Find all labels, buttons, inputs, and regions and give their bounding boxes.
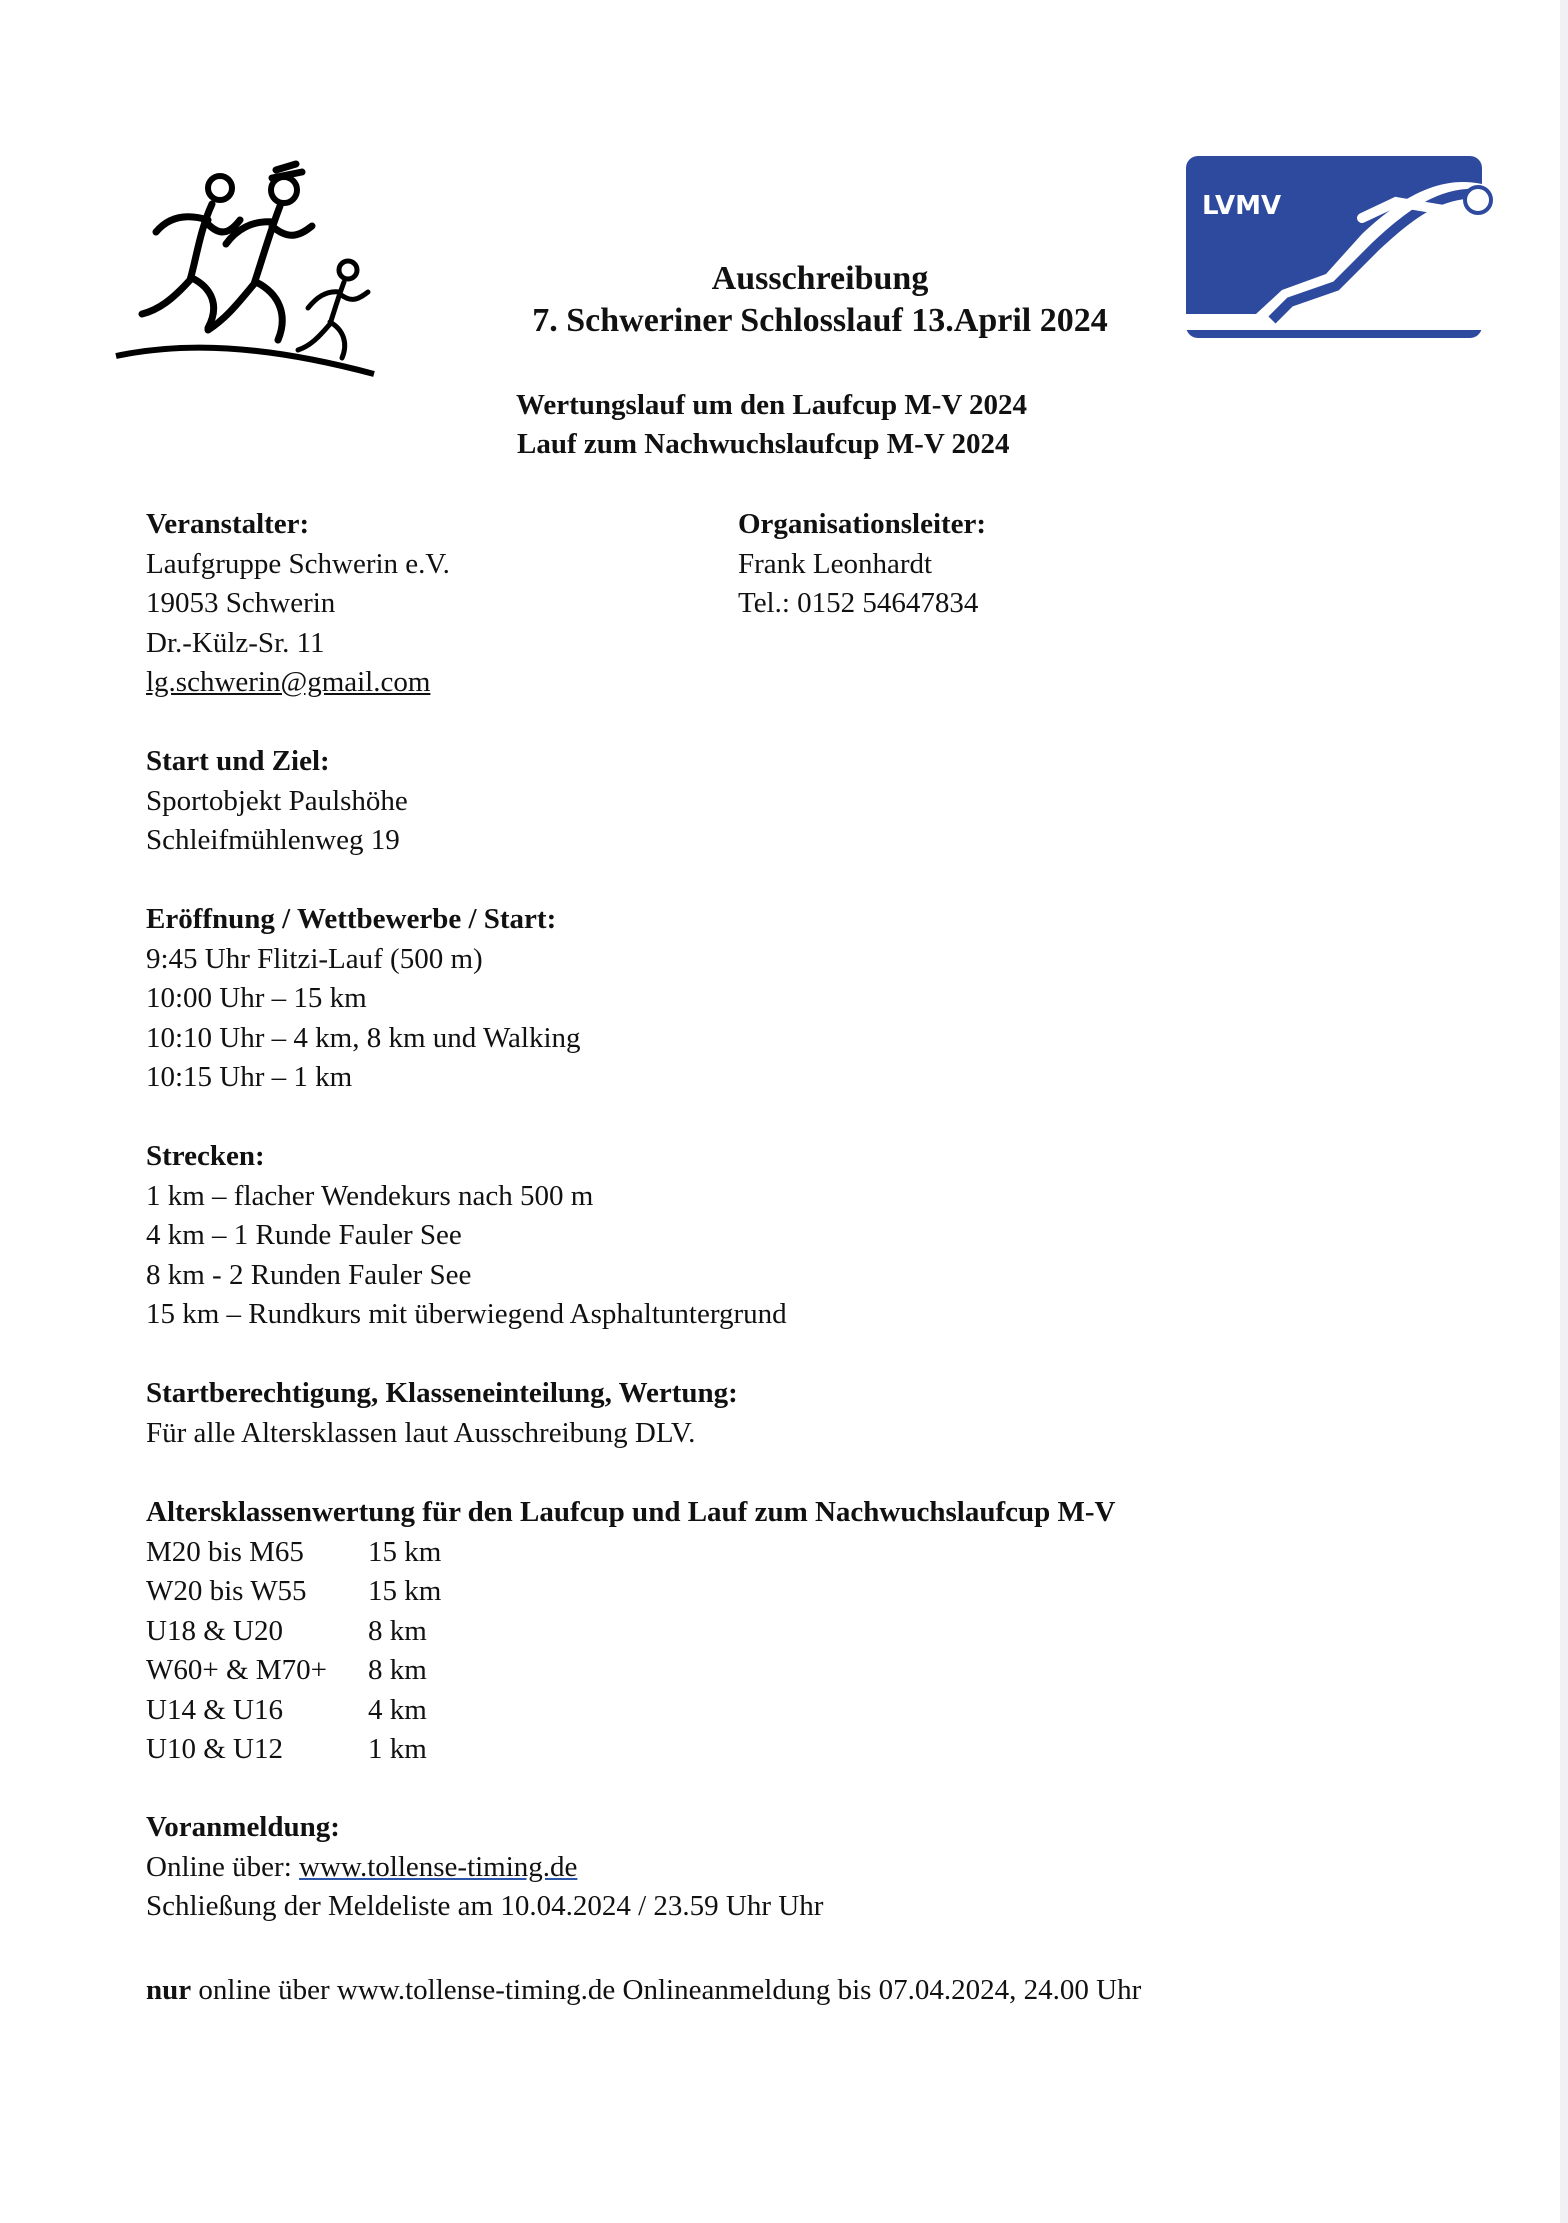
subtitle-nachwuchs: Lauf zum Nachwuchslaufcup M-V 2024 — [517, 428, 1010, 460]
eroeffnung-line: 10:15 Uhr – 1 km — [146, 1061, 353, 1093]
voranmeldung-online-line — [146, 1848, 823, 1888]
strecken-line: 1 km – flacher Wendekurs nach 500 m — [146, 1179, 594, 1212]
section-eroeffnung — [146, 900, 581, 1098]
running-figures-logo — [112, 160, 382, 380]
section-strecken — [146, 1137, 787, 1335]
altersklasse-strecke: 8 km — [368, 1614, 427, 1647]
strecken-heading: Strecken: — [146, 1140, 265, 1172]
title-ausschreibung: Ausschreibung — [711, 260, 929, 297]
start-ziel-heading: Start und Ziel: — [146, 745, 330, 777]
section-veranstalter — [146, 505, 450, 703]
tollense-timing-link[interactable]: www.tollense-timing.de — [299, 1850, 578, 1883]
altersklasse-klasse: U10 & U12 — [146, 1733, 283, 1765]
voranmeldung-heading: Voranmeldung: — [146, 1811, 340, 1843]
altersklasse-row — [146, 1533, 1115, 1573]
strecken-line: 4 km – 1 Runde Fauler See — [146, 1219, 462, 1251]
altersklasse-row — [146, 1612, 1115, 1652]
voranmeldung-online-prefix: Online über: — [146, 1850, 300, 1883]
title-event: 7. Schweriner Schlosslauf 13.April 2024 — [532, 302, 1108, 339]
page-edge — [1560, 0, 1568, 2223]
eroeffnung-line: 10:00 Uhr – 15 km — [146, 982, 367, 1014]
organisation-phone: Tel.: 0152 54647834 — [738, 587, 979, 619]
organisation-heading: Organisationsleiter: — [738, 508, 987, 540]
strecken-line: 8 km - 2 Runden Fauler See — [146, 1258, 472, 1291]
document-title — [400, 258, 1240, 342]
eroeffnung-line: 9:45 Uhr Flitzi-Lauf (500 m) — [146, 942, 483, 975]
altersklasse-row — [146, 1651, 1115, 1691]
veranstalter-email-link[interactable]: lg.schwerin@gmail.com — [146, 666, 431, 698]
eroeffnung-heading: Eröffnung / Wettbewerbe / Start: — [146, 903, 557, 935]
eroeffnung-line: 10:10 Uhr – 4 km, 8 km und Walking — [146, 1021, 581, 1054]
veranstalter-line: 19053 Schwerin — [146, 587, 336, 619]
altersklasse-klasse: M20 bis M65 — [146, 1535, 304, 1568]
altersklasse-strecke: 8 km — [368, 1654, 427, 1686]
altersklasse-strecke: 15 km — [368, 1575, 442, 1607]
section-startberechtigung — [146, 1374, 738, 1453]
svg-text:LVMV: LVMV — [1202, 191, 1282, 221]
altersklassen-heading: Altersklassenwertung für den Laufcup und Lauf zum Nachwuchslaufcup M-V — [146, 1496, 1116, 1528]
altersklasse-row — [146, 1730, 1115, 1770]
altersklasse-klasse: U14 & U16 — [146, 1693, 283, 1726]
subtitle-laufcup: Wertungslauf um den Laufcup M-V 2024 — [516, 389, 1028, 421]
organisation-name: Frank Leonhardt — [738, 547, 933, 580]
section-organisationsleiter — [738, 505, 986, 624]
section-voranmeldung — [146, 1808, 823, 1927]
online-registration-note — [146, 1971, 1141, 2011]
section-start-ziel — [146, 742, 408, 861]
start-ziel-line: Sportobjekt Paulshöhe — [146, 784, 408, 817]
strecken-line: 15 km – Rundkurs mit überwiegend Asphaltuntergrund — [146, 1298, 787, 1330]
altersklasse-klasse: W20 bis W55 — [146, 1575, 307, 1607]
startberechtigung-heading: Startberechtigung, Klasseneinteilung, Wertung: — [146, 1377, 738, 1409]
start-ziel-line: Schleifmühlenweg 19 — [146, 824, 400, 856]
altersklasse-strecke: 15 km — [368, 1535, 442, 1568]
note-bold-nur: nur — [146, 1974, 192, 2006]
altersklasse-strecke: 4 km — [368, 1693, 427, 1726]
startberechtigung-text: Für alle Altersklassen laut Ausschreibung DLV. — [146, 1416, 696, 1449]
voranmeldung-schluss: Schließung der Meldeliste am 10.04.2024 / 23.59 Uhr Uhr — [146, 1890, 824, 1922]
altersklasse-row — [146, 1572, 1115, 1612]
veranstalter-heading: Veranstalter: — [146, 508, 310, 540]
altersklasse-strecke: 1 km — [368, 1733, 427, 1765]
veranstalter-line: Laufgruppe Schwerin e.V. — [146, 547, 450, 580]
altersklasse-klasse: W60+ & M70+ — [146, 1654, 327, 1686]
section-altersklassen — [146, 1493, 1115, 1770]
note-rest: online über www.tollense-timing.de Onlineanmeldung bis 07.04.2024, 24.00 Uhr — [191, 1974, 1142, 2006]
subtitle-block — [516, 386, 1027, 464]
veranstalter-line: Dr.-Külz-Sr. 11 — [146, 626, 325, 659]
altersklasse-klasse: U18 & U20 — [146, 1614, 283, 1647]
altersklasse-row — [146, 1691, 1115, 1731]
